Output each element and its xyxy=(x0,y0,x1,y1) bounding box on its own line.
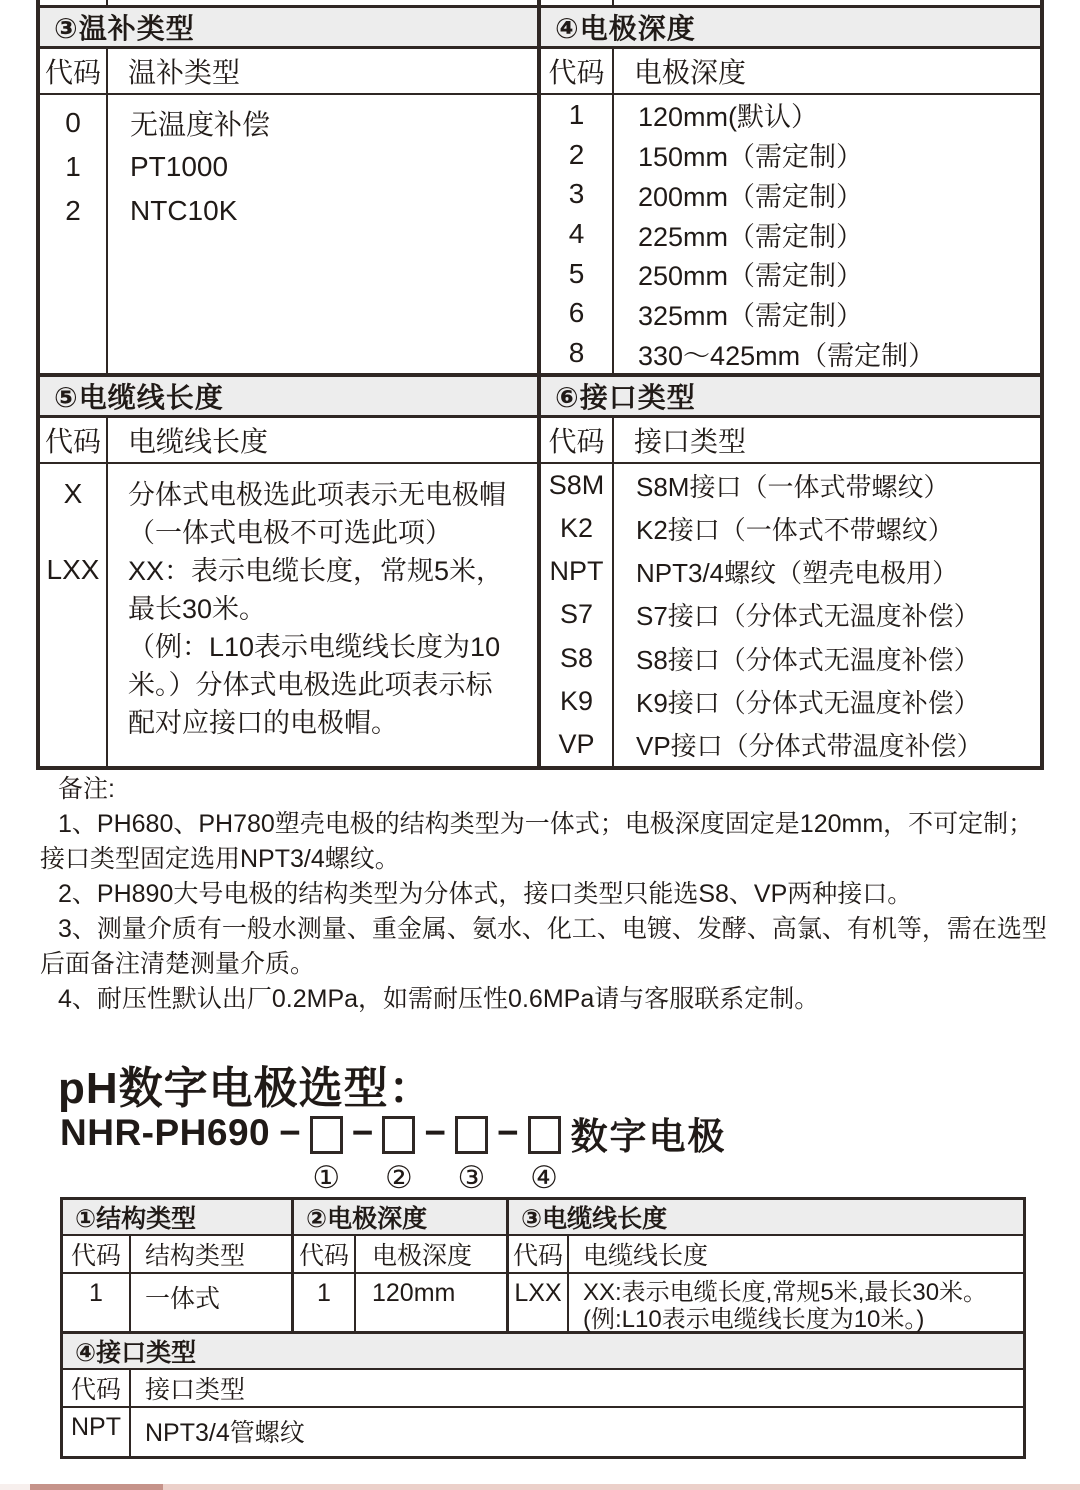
model-code-row xyxy=(60,1110,727,1195)
section-title-structure: ①结构类型 xyxy=(63,1200,294,1234)
section-title-text: ④接口类型 xyxy=(75,1339,197,1367)
dash-separator: − xyxy=(351,1112,374,1153)
column-header-code: 代码 xyxy=(541,49,614,93)
remark-line: 3、测量介质有一般水测量、重金属、氨水、化工、电镀、发酵、高氯、有机等，需在选型 xyxy=(58,915,1047,943)
table-cell: NPT3/4螺纹（塑壳电极用） xyxy=(636,558,959,589)
interface-header-row xyxy=(63,1370,1023,1408)
column-header-desc: 接口类型 xyxy=(145,1376,246,1404)
table-title-temp-comp xyxy=(40,8,537,49)
desc-column xyxy=(108,464,537,766)
cable-body xyxy=(40,464,537,766)
table-cell: 3 xyxy=(568,178,585,210)
sliver-cell xyxy=(541,0,614,5)
temp-comp-header-row xyxy=(40,49,537,95)
table-cell: 330～425mm（需定制） xyxy=(638,340,936,371)
table-cell: VP xyxy=(558,728,595,759)
table-cell: VP接口（分体式带温度补偿） xyxy=(636,730,983,761)
code-column xyxy=(541,95,614,373)
table-cell xyxy=(569,1274,1023,1331)
table-cell: NPT xyxy=(549,556,604,587)
column-header-code: 代码 xyxy=(40,49,108,93)
code-tables-block xyxy=(36,0,1044,770)
column-header-code: 代码 xyxy=(63,1370,131,1406)
table-cell: X xyxy=(63,478,83,509)
table-cell: 120mm(默认） xyxy=(638,102,819,133)
strip-segment-pink xyxy=(163,1484,1080,1490)
table-cell: 225mm（需定制） xyxy=(638,221,864,252)
order-table-title-band xyxy=(63,1200,1023,1236)
temp-comp-body xyxy=(40,95,537,373)
dash-separator: − xyxy=(496,1112,519,1153)
table-cell: 8 xyxy=(568,337,585,369)
table-cell: S8M xyxy=(548,470,605,501)
circled-number-4: ④ xyxy=(530,1160,558,1195)
table-cell: 1 xyxy=(65,151,81,182)
slot-box-icon xyxy=(382,1116,415,1154)
table-cell-line: 米。）分体式电极选此项表示标 xyxy=(128,670,493,700)
slot-box-icon xyxy=(310,1116,343,1154)
section-title-depth: ②电极深度 xyxy=(294,1200,509,1234)
right-tables-column xyxy=(541,0,1040,766)
circled-number-1: ① xyxy=(312,1160,341,1195)
table-cell-line: 最长30米。 xyxy=(128,594,267,624)
table-cell: K2 xyxy=(559,513,594,544)
table-cell: K9 xyxy=(559,685,594,716)
dash-separator: − xyxy=(279,1112,301,1153)
table-cell: 6 xyxy=(568,297,585,329)
table-cell: 无温度补偿 xyxy=(130,109,271,140)
cable-desc-lines xyxy=(583,1279,987,1333)
table-cell: S7接口（分体式无温度补偿） xyxy=(636,601,980,632)
table-cell: 200mm（需定制） xyxy=(638,181,864,212)
table-title-text: ⑤电缆线长度 xyxy=(54,382,224,413)
table-cell-line: （例：L10表示电缆线长度为10 xyxy=(128,632,501,662)
table-cell-line: 配对应接口的电极帽。 xyxy=(128,708,398,738)
table-cell: 2 xyxy=(65,195,81,226)
code-column xyxy=(541,464,614,766)
code-column xyxy=(40,95,108,373)
slot-box-icon xyxy=(455,1116,488,1154)
table-cell: 0 xyxy=(65,107,81,138)
column-header-code: 代码 xyxy=(294,1236,356,1272)
circled-number-2: ② xyxy=(384,1160,413,1195)
table-cell: LXX xyxy=(509,1274,569,1331)
cable-header-row xyxy=(40,418,537,464)
column-header-code: 代码 xyxy=(40,418,108,462)
remark-line: 4、耐压性默认出厂0.2MPa，如需耐压性0.6MPa请与客服联系定制。 xyxy=(58,985,820,1013)
table-cell: NPT3/4管螺纹 xyxy=(145,1419,305,1447)
model-prefix: NHR-PH690 xyxy=(60,1112,271,1153)
interface-header-row xyxy=(541,418,1040,464)
table-cell: S8M接口（一体式带螺纹） xyxy=(636,472,950,503)
model-slot-3 xyxy=(455,1112,488,1195)
model-slot-1 xyxy=(310,1112,343,1195)
bottom-decor-strip xyxy=(0,1484,1080,1490)
table-cell: K2接口（一体式不带螺纹） xyxy=(636,515,954,546)
model-suffix: 数字电极 xyxy=(570,1116,727,1157)
column-header-desc: 接口类型 xyxy=(634,426,747,457)
remark-line: 1、PH680、PH780塑壳电极的结构类型为一体式；电极深度固定是120mm，不可定制； xyxy=(58,810,1034,838)
table-title-text: ⑥接口类型 xyxy=(555,382,696,413)
table-cell: S8 xyxy=(559,642,594,673)
column-header-code: 代码 xyxy=(63,1236,131,1272)
desc-column xyxy=(614,95,1040,373)
table-title-text: ③温补类型 xyxy=(54,13,195,44)
remark-line: 接口类型固定选用NPT3/4螺纹。 xyxy=(40,845,400,873)
table-cell: PT1000 xyxy=(130,151,229,182)
table-cell: 1 xyxy=(568,98,585,130)
table-cell: 1 xyxy=(63,1274,131,1331)
table-cell: 1 xyxy=(294,1274,356,1331)
table-cell-line: XX：表示电缆长度，常规5米， xyxy=(128,556,504,586)
sliver-cell xyxy=(40,0,108,5)
table-cell-line: （一体式电极不可选此项） xyxy=(128,518,452,548)
order-code-table xyxy=(60,1197,1026,1459)
column-header-desc: 电极深度 xyxy=(356,1236,509,1272)
selection-heading: pH数字电极选型： xyxy=(58,1064,434,1113)
table-cell-line: XX:表示电缆长度,常规5米,最长30米。 xyxy=(583,1279,988,1306)
table-cell: 一体式 xyxy=(131,1274,294,1331)
table-cell: 250mm（需定制） xyxy=(638,261,864,292)
column-header-desc: 结构类型 xyxy=(131,1236,294,1272)
table-cell: 325mm（需定制） xyxy=(638,300,864,331)
table-title-depth xyxy=(541,8,1040,49)
desc-column xyxy=(108,95,537,373)
remarks-section xyxy=(0,772,1080,1017)
table-cell: NPT xyxy=(63,1408,131,1456)
table-title-text: ④电极深度 xyxy=(555,13,696,44)
column-header-desc: 电缆线长度 xyxy=(583,1242,709,1270)
table-cell: K9接口（分体式无温度补偿） xyxy=(636,687,980,718)
section-title-interface xyxy=(63,1334,1023,1370)
depth-body xyxy=(541,95,1040,373)
table-title-interface xyxy=(541,373,1040,418)
table-cell: S8接口（分体式无温度补偿） xyxy=(636,644,980,675)
remark-line: 2、PH890大号电极的结构类型为分体式，接口类型只能选S8、VP两种接口。 xyxy=(58,880,913,908)
column-header-code: 代码 xyxy=(541,418,614,462)
circled-number-3: ③ xyxy=(457,1160,486,1195)
remark-line: 后面备注清楚测量介质。 xyxy=(40,950,316,978)
order-table-body-row xyxy=(63,1274,1023,1334)
table-title-cable-length xyxy=(40,373,537,418)
table-cell-line: 分体式电极选此项表示无电极帽 xyxy=(128,480,506,510)
table-cell: 2 xyxy=(568,138,585,170)
dash-separator: − xyxy=(424,1112,446,1153)
code-column xyxy=(40,464,108,766)
strip-segment-dark xyxy=(30,1484,163,1490)
table-cell: LXX xyxy=(46,554,100,585)
column-header-desc: 电缆线长度 xyxy=(128,426,269,457)
remarks-label: 备注: xyxy=(58,775,115,803)
model-slot-2 xyxy=(382,1112,415,1195)
strip-segment-light xyxy=(0,1484,30,1490)
column-header-desc: 温补类型 xyxy=(128,57,241,88)
depth-header-row xyxy=(541,49,1040,95)
column-header-code: 代码 xyxy=(509,1236,569,1272)
table-cell: S7 xyxy=(559,599,594,630)
model-slot-4 xyxy=(528,1112,561,1195)
slot-box-icon xyxy=(528,1116,561,1154)
table-cell: NTC10K xyxy=(130,195,238,226)
table-cell: 120mm xyxy=(356,1274,509,1331)
table-cell: 5 xyxy=(568,257,585,289)
interface-body-row xyxy=(63,1408,1023,1456)
table-cell-line: (例:L10表示电缆线长度为10米。) xyxy=(583,1306,925,1333)
order-table-header-row xyxy=(63,1236,1023,1274)
desc-column xyxy=(614,464,1040,766)
left-tables-column xyxy=(40,0,537,766)
table-cell: 4 xyxy=(568,218,585,250)
column-header-desc: 电极深度 xyxy=(634,57,747,88)
table-cell: 150mm（需定制） xyxy=(638,142,864,173)
section-title-cable: ③电缆线长度 xyxy=(521,1205,668,1233)
interface-body xyxy=(541,464,1040,766)
